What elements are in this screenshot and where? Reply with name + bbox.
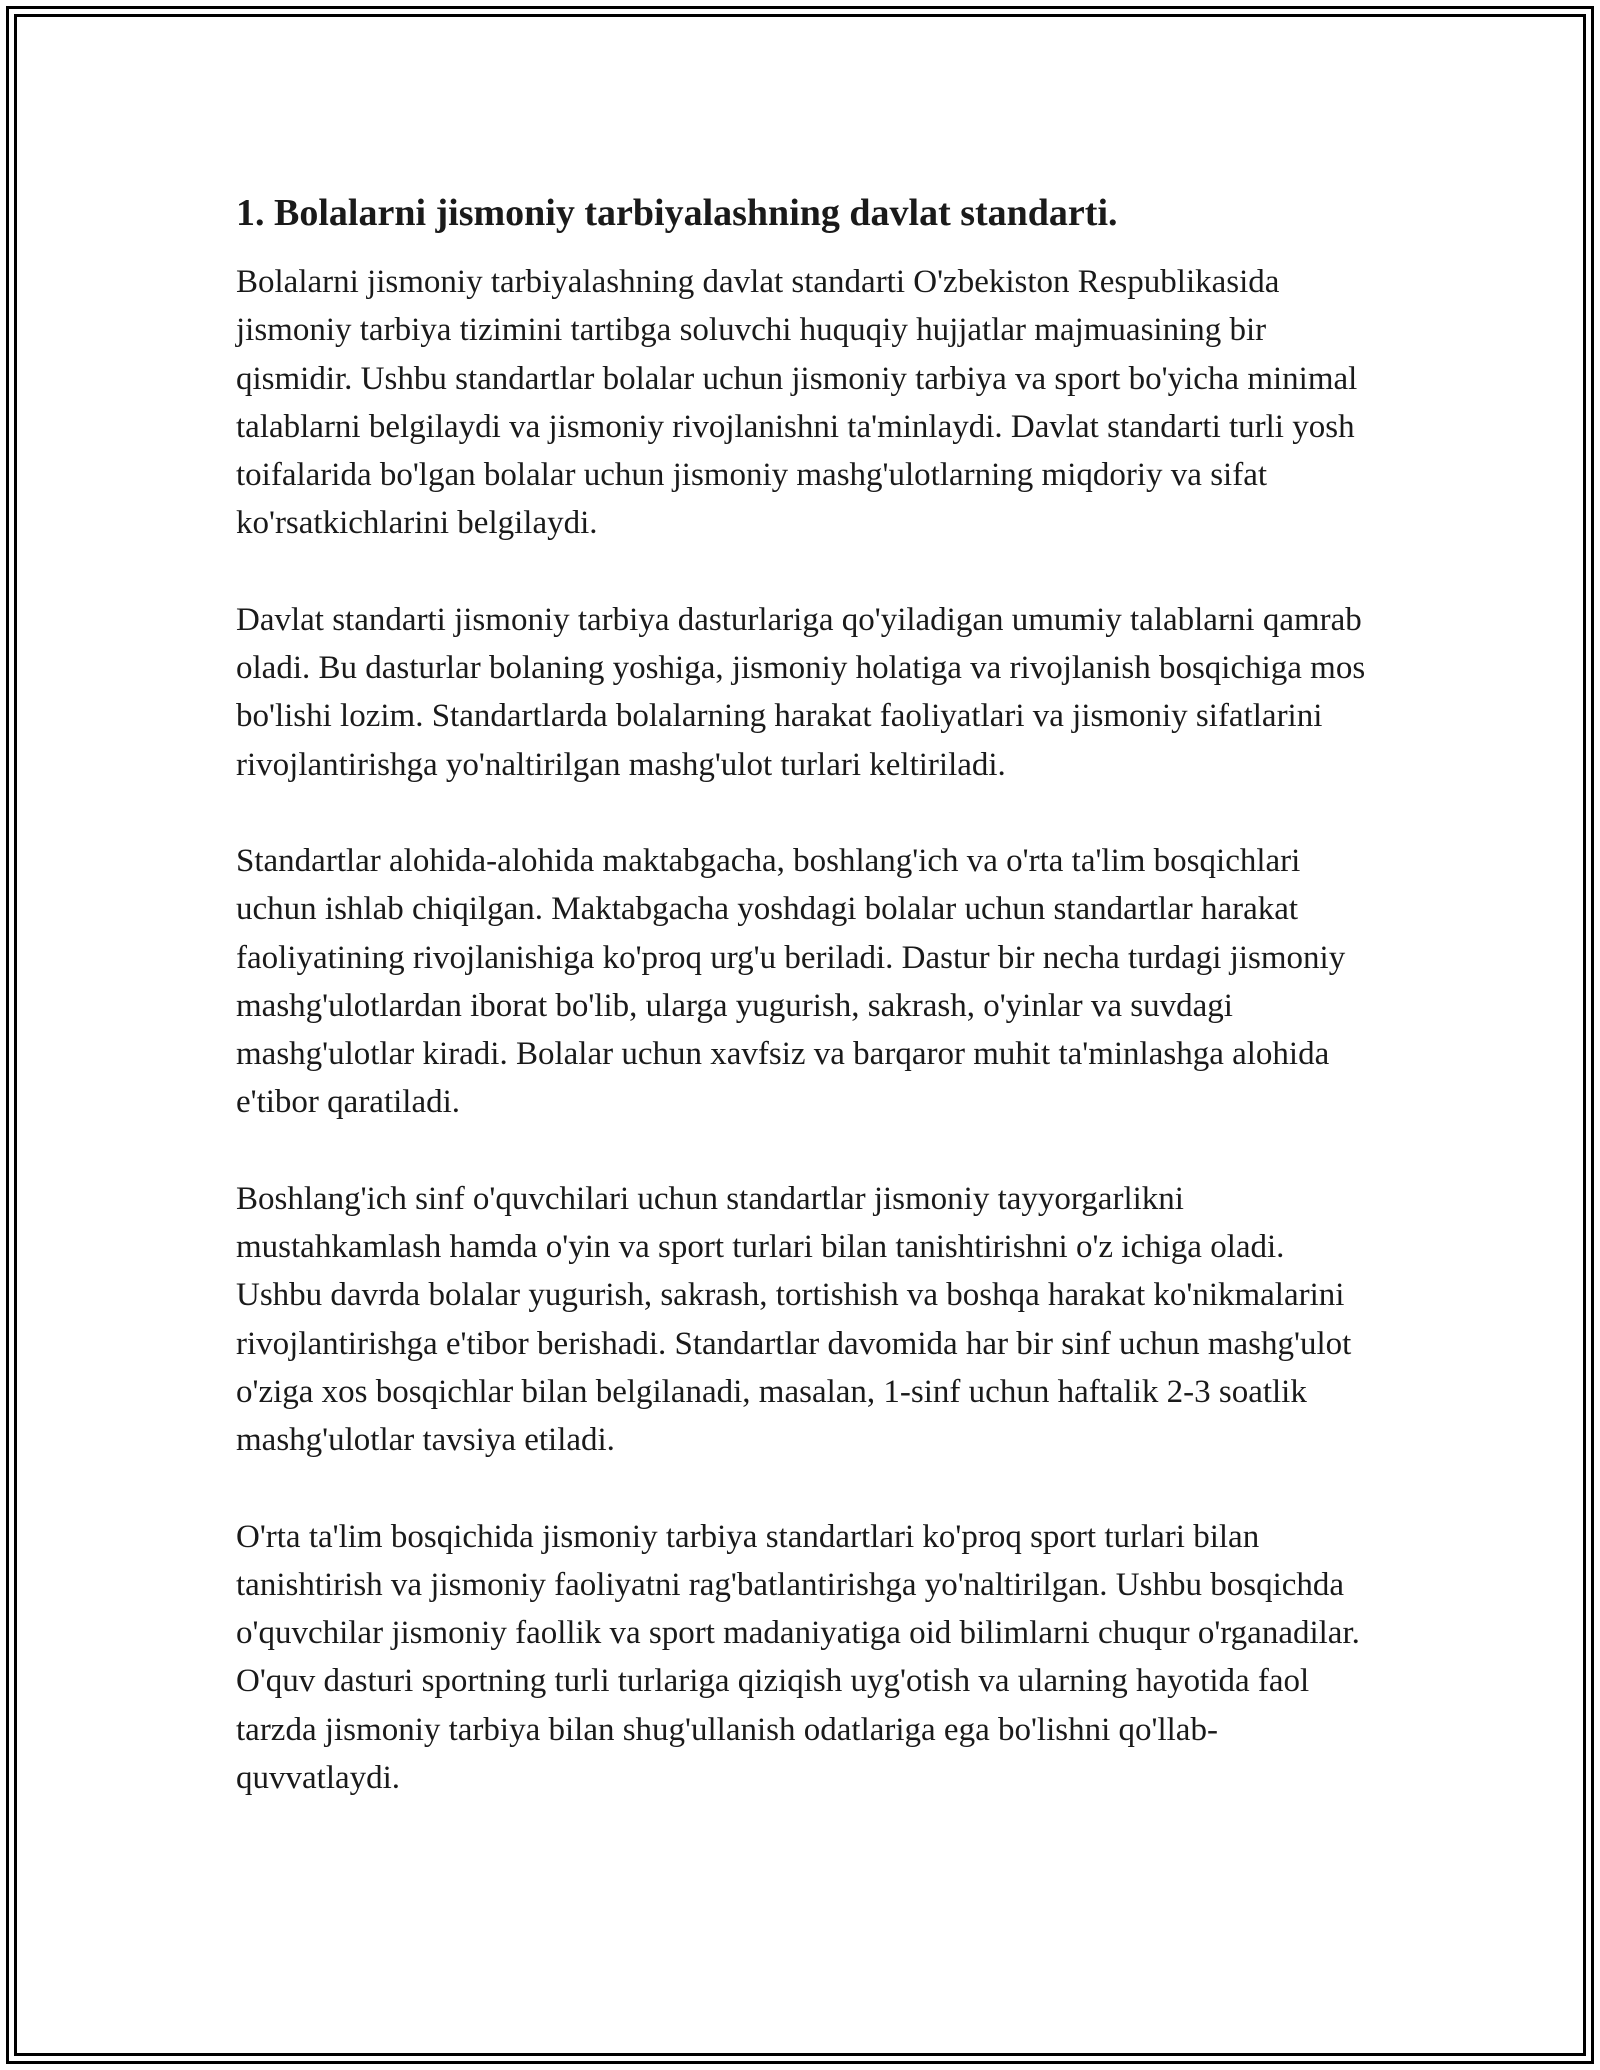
document-body	[236, 186, 1376, 1802]
paragraph-2: Davlat standarti jismoniy tarbiya dasturlariga qo'yiladigan umumiy talablarni qamrab oladi. Bu dasturlar bolaning yoshiga, jismoniy holatiga va rivojlanish bosqichiga mos bo'lishi lozim. Standartlarda bolalarning harakat faoliyatlari va jismoniy sifatlarini rivojlantirishga yo'naltirilgan mashg'ulot turlari keltiriladi.	[236, 601, 1366, 783]
paragraph-4: Boshlang'ich sinf o'quvchilari uchun standartlar jismoniy tayyorgarlikni mustahkamlash hamda o'yin va sport turlari bilan tanishtirishni o'z ichiga oladi. Ushbu davrda bolalar yugurish, sakrash, tortishish va boshqa harakat ko'nikmalarini rivojlantirishga e'tibor berishadi. Standartlar davomida har bir sinf uchun mashg'ulot o'ziga xos bosqichlar bilan belgilanadi, masalan, 1-sinf uchun haftalik 2-3 soatlik mashg'ulotlar tavsiya etiladi.	[236, 1180, 1352, 1459]
paragraph-1: Bolalarni jismoniy tarbiyalashning davlat standarti O'zbekiston Respublikasida jismoniy tarbiya tizimini tartibga soluvchi huquqiy hujjatlar majmuasining bir qismidir. Ushbu standartlar bolalar uchun jismoniy tarbiya va sport bo'yicha minimal talablarni belgilaydi va jismoniy rivojlanishni ta'minlaydi. Davlat standarti turli yosh toifalarida bo'lgan bolalar uchun jismoniy mashg'ulotlarning miqdoriy va sifat ko'rsatkichlarini belgilaydi.	[236, 264, 1358, 542]
paragraph-5: O'rta ta'lim bosqichida jismoniy tarbiya standartlari ko'proq sport turlari bilan tanishtirish va jismoniy faoliyatni rag'batlantirishga yo'naltirilgan. Ushbu bosqichda o'quvchilar jismoniy faollik va sport madaniyatiga oid bilimlarni chuqur o'rganadilar. O'quv dasturi sportning turli turlariga qiziqish uyg'otish va ularning hayotida faol tarzda jismoniy tarbiya bilan shug'ullanish odatlariga ega bo'lishni qo'llab-quvvatlaydi.	[236, 1518, 1360, 1797]
paragraph-3: Standartlar alohida-alohida maktabgacha, boshlang'ich va o'rta ta'lim bosqichlari uchun ishlab chiqilgan. Maktabgacha yoshdagi bolalar uchun standartlar harakat faoliyatining rivojlanishiga ko'proq urg'u beriladi. Dastur bir necha turdagi jismoniy mashg'ulotlardan iborat bo'lib, ularga yugurish, sakrash, o'yinlar va suvdagi mashg'ulotlar kiradi. Bolalar uchun xavfsiz va barqaror muhit ta'minlashga alohida e'tibor qaratiladi.	[236, 842, 1346, 1121]
section-heading: 1. Bolalarni jismoniy tarbiyalashning davlat standarti.	[236, 192, 1118, 234]
